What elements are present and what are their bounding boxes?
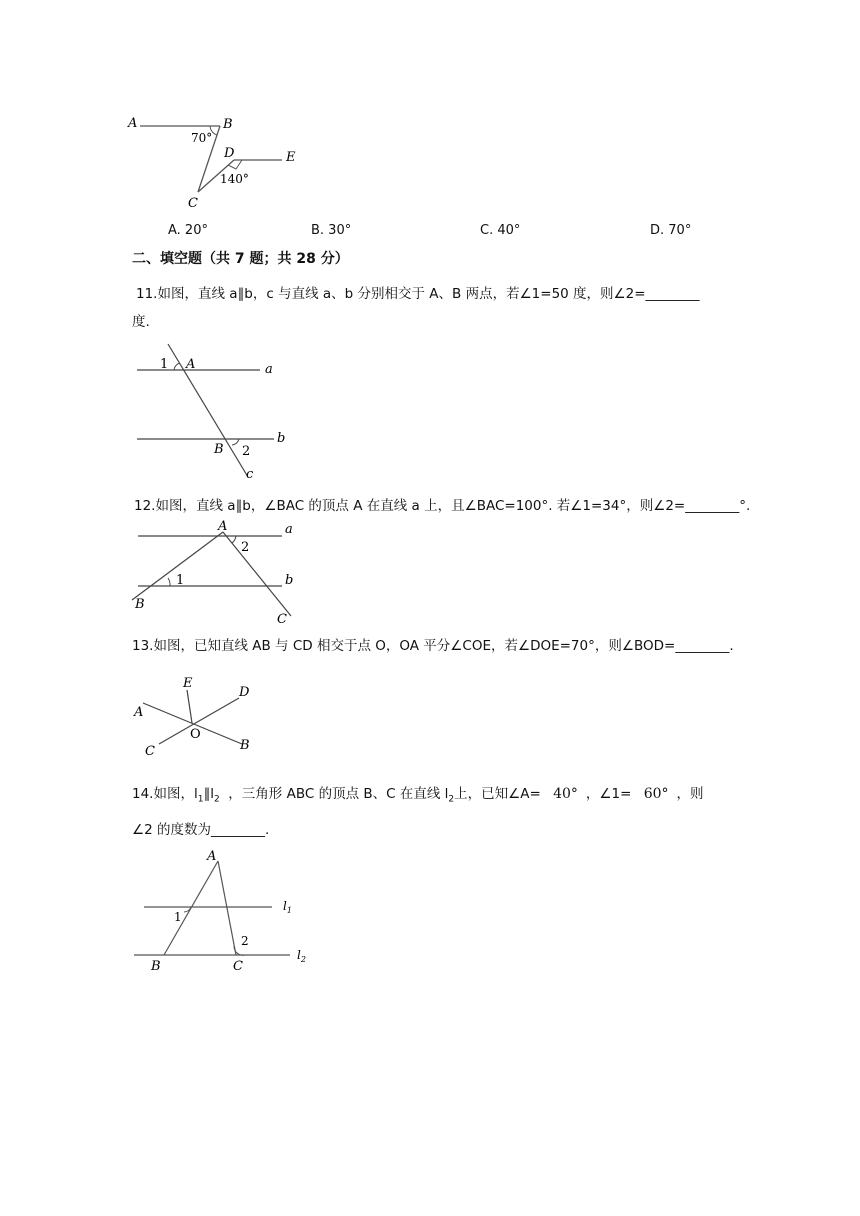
q10-label-a: A bbox=[128, 116, 138, 131]
q14-label-1: 1 bbox=[174, 910, 182, 924]
q14-angle-a: 40° bbox=[553, 786, 578, 802]
q11-text-line1: 11.如图，直线 a∥b，c 与直线 a、b 分别相交于 A、B 两点，若∠1=50 度，则∠2=________ bbox=[136, 286, 700, 302]
q13-figure bbox=[128, 668, 264, 760]
q12-figure bbox=[128, 516, 304, 628]
q14-sub2: 2 bbox=[213, 794, 220, 805]
q10-label-b: B bbox=[223, 117, 233, 132]
q14-label-l1: $l_1$ bbox=[283, 899, 292, 915]
q14-text-mid: ∥l bbox=[203, 786, 214, 802]
q12-label-a-point: A bbox=[218, 519, 228, 534]
q13-label-a: A bbox=[134, 705, 144, 720]
choice-c[interactable]: C. 40° bbox=[480, 223, 521, 238]
q10-label-d: D bbox=[224, 146, 235, 161]
q13-label-o: O bbox=[190, 727, 201, 742]
q12-label-b-line: b bbox=[285, 573, 294, 588]
q11-label-1: 1 bbox=[160, 357, 169, 372]
q14-text-comma: ，∠1= bbox=[585, 786, 632, 802]
q14-label-b: B bbox=[151, 959, 161, 974]
q14-sub1: 1 bbox=[197, 794, 204, 805]
q10-label-e: E bbox=[286, 150, 296, 165]
q14-text-main: ，三角形 ABC 的顶点 B、C 在直线 l bbox=[219, 786, 449, 802]
q13-text: 13.如图，已知直线 AB 与 CD 相交于点 O，OA 平分∠COE，若∠DOE=70°，则∠BOD=________. bbox=[132, 638, 734, 654]
q11-text-line2: 度. bbox=[132, 314, 150, 330]
q14-sub3: 2 bbox=[448, 794, 455, 805]
q12-label-1: 1 bbox=[176, 573, 185, 588]
q14-text-line1 bbox=[132, 784, 704, 810]
q14-label-a: A bbox=[207, 849, 217, 864]
q12-label-b-point: B bbox=[135, 597, 145, 612]
q11-label-a-line: a bbox=[265, 362, 273, 377]
q10-label-c: C bbox=[188, 196, 198, 210]
q11-figure bbox=[134, 342, 294, 482]
q10-figure bbox=[122, 110, 312, 210]
q12-label-a-line: a bbox=[285, 522, 293, 537]
section-title: 二、填空题（共 7 题；共 28 分） bbox=[132, 251, 349, 267]
q13-label-e: E bbox=[183, 676, 193, 691]
q11-label-b-line: b bbox=[277, 431, 286, 446]
q14-angle-1: 60° bbox=[643, 786, 669, 802]
q14-text-pre: 14.如图，l bbox=[132, 786, 198, 802]
q14-text-line2: ∠2 的度数为________. bbox=[132, 822, 270, 838]
q11-label-a-point: A bbox=[186, 357, 196, 372]
q10-angle-b: 70° bbox=[191, 131, 213, 145]
q14-text-end: ，则 bbox=[676, 786, 704, 802]
choice-b[interactable]: B. 30° bbox=[311, 223, 352, 238]
q13-label-c: C bbox=[145, 744, 155, 759]
q14-label-l2: $l_2$ bbox=[297, 948, 306, 964]
q13-label-d: D bbox=[239, 685, 250, 700]
q13-label-b: B bbox=[240, 738, 250, 753]
q14-label-2: 2 bbox=[241, 934, 249, 948]
q10-choices bbox=[168, 223, 728, 243]
q12-label-c-point: C bbox=[277, 612, 287, 627]
q14-figure bbox=[130, 846, 316, 976]
q12-text: 12.如图，直线 a∥b，∠BAC 的顶点 A 在直线 a 上，且∠BAC=100°. 若∠1=34°，则∠2=________°. bbox=[134, 498, 751, 514]
q11-label-c-line: c bbox=[246, 467, 254, 482]
q14-text-after: 上，已知∠A= bbox=[454, 786, 541, 802]
q11-label-2: 2 bbox=[242, 444, 251, 459]
q12-label-2: 2 bbox=[241, 540, 250, 555]
choice-a[interactable]: A. 20° bbox=[168, 223, 208, 238]
choice-d[interactable]: D. 70° bbox=[650, 223, 692, 238]
q11-label-b-point: B bbox=[214, 442, 224, 457]
q14-label-c: C bbox=[233, 959, 243, 974]
q10-angle-d: 140° bbox=[220, 172, 249, 186]
